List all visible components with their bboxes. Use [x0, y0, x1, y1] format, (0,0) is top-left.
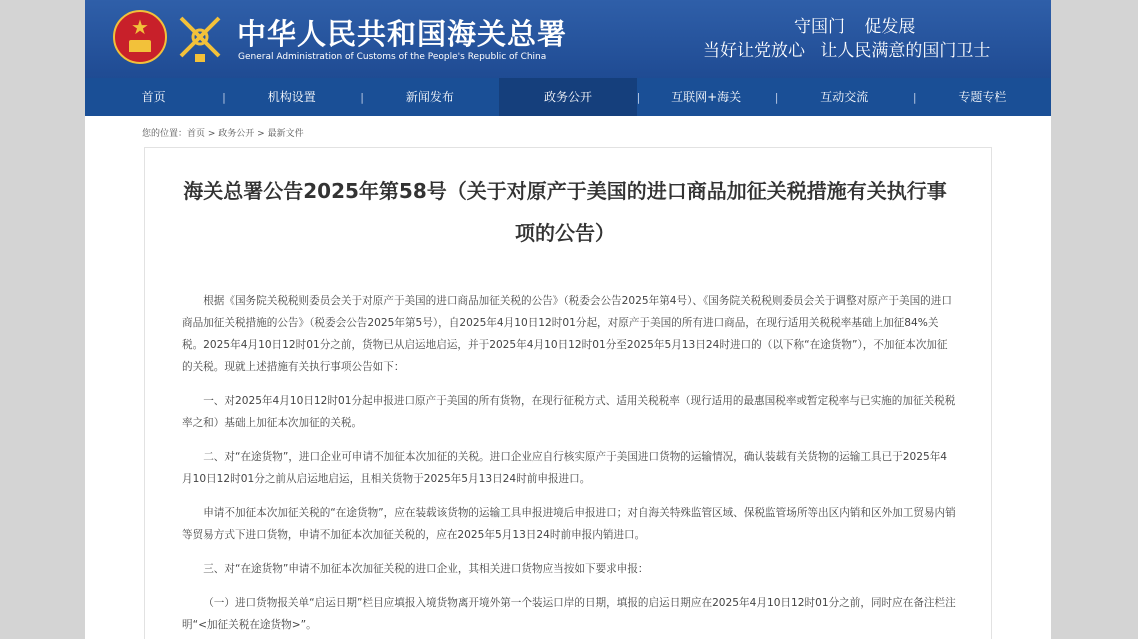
site-subtitle: General Administration of Customs of the People's Republic of China [238, 52, 547, 62]
nav-item-government-affairs[interactable]: 政务公开 [499, 78, 636, 116]
slogan-line-1: 守国门 促发展 [794, 17, 916, 37]
article-body [182, 290, 956, 639]
nav-item-interaction[interactable]: 互动交流 [820, 90, 869, 104]
main-nav [85, 78, 1051, 116]
nav-divider: | [774, 90, 779, 104]
breadcrumb-link-home[interactable]: 首页 [187, 129, 206, 139]
article-paragraph: 二、对“在途货物”，进口企业可申请不加征本次加征的关税。进口企业应自行核实原产于美国进口货物的运输情况，确认装载有关货物的运输工具已于2025年4月10日12时01分之前从启运地启运，且相关货物于2025年5月13日24时前申报进口。 [182, 451, 948, 485]
national-emblem-icon: ★ [113, 10, 167, 64]
nav-item-news[interactable]: 新闻发布 [405, 90, 454, 104]
nav-item-internet-customs[interactable]: 互联网+海关 [671, 90, 742, 104]
page [85, 0, 1051, 639]
article-paragraph: 一、对2025年4月10日12时01分起申报进口原产于美国的所有货物，在现行征税方式、适用关税税率（现行适用的最惠国税率或暂定税率与已实施的加征关税税率之和）基础上加征本次加征的关税。 [182, 395, 956, 429]
nav-divider: | [912, 90, 917, 104]
article-paragraph: 根据《国务院关税税则委员会关于对原产于美国的进口商品加征关税的公告》（税委会公告2025年第4号）、《国务院关税税则委员会关于调整对原产于美国的进口商品加征关税措施的公告》（税委会公告2025年第5号），自2025年4月10日12时01分起，对原产于美国的所有进口商品，在现行适用关税税率基础上加征84%关税。2025年4月10日12时01分之前，货物已从启运地启运，并于2025年4月10日12时01分至2025年5月13日24时进口的（以下称“在途货物”），不加征本次加征的关税。现就上述措施有关执行事项公告如下： [182, 295, 952, 373]
nav-divider: | [360, 90, 364, 104]
article-paragraph: 三、对“在途货物”申请不加征本次加征关税的进口企业，其相关进口货物应当按如下要求申报： [203, 563, 649, 575]
site-header [85, 0, 1051, 78]
customs-emblem-icon [175, 12, 225, 64]
breadcrumb [142, 126, 304, 139]
nav-divider: | [222, 90, 226, 104]
nav-item-organization[interactable]: 机构设置 [267, 90, 316, 104]
breadcrumb-link-latest-documents[interactable]: 最新文件 [267, 129, 304, 139]
article-paragraph: （一）进口货物报关单“启运日期”栏目应填报入境货物离开境外第一个装运口岸的日期，填报的启运日期应在2025年4月10日12时01分之前，同时应在备注栏注明“<加征关税在途货物>”。 [182, 597, 956, 631]
article-container [144, 147, 992, 639]
breadcrumb-link-government-affairs[interactable]: 政务公开 [218, 129, 255, 139]
site-title[interactable]: 中华人民共和国海关总署 [237, 17, 568, 51]
nav-divider: | [636, 90, 641, 104]
nav-item-special-topics[interactable]: 专题专栏 [958, 90, 1007, 104]
article-paragraph: 申请不加征本次加征关税的“在途货物”，应在装载该货物的运输工具申报进境后申报进口；对自海关特殊监管区域、保税监管场所等出区内销和区外加工贸易内销等贸易方式下进口货物，申请不加征本次加征关税的，应在2025年5月13日24时前申报内销进口。 [182, 507, 956, 541]
slogan-line-2: 当好让党放心 让人民满意的国门卫士 [703, 41, 991, 61]
breadcrumb-prefix: 您的位置： [142, 129, 188, 139]
nav-item-home[interactable]: 首页 [141, 90, 166, 104]
breadcrumb-separator: > [205, 129, 219, 139]
breadcrumb-separator: > [254, 129, 268, 139]
article-title: 海关总署公告2025年第58号（关于对原产于美国的进口商品加征关税措施有关执行事项的公告） [183, 179, 947, 245]
